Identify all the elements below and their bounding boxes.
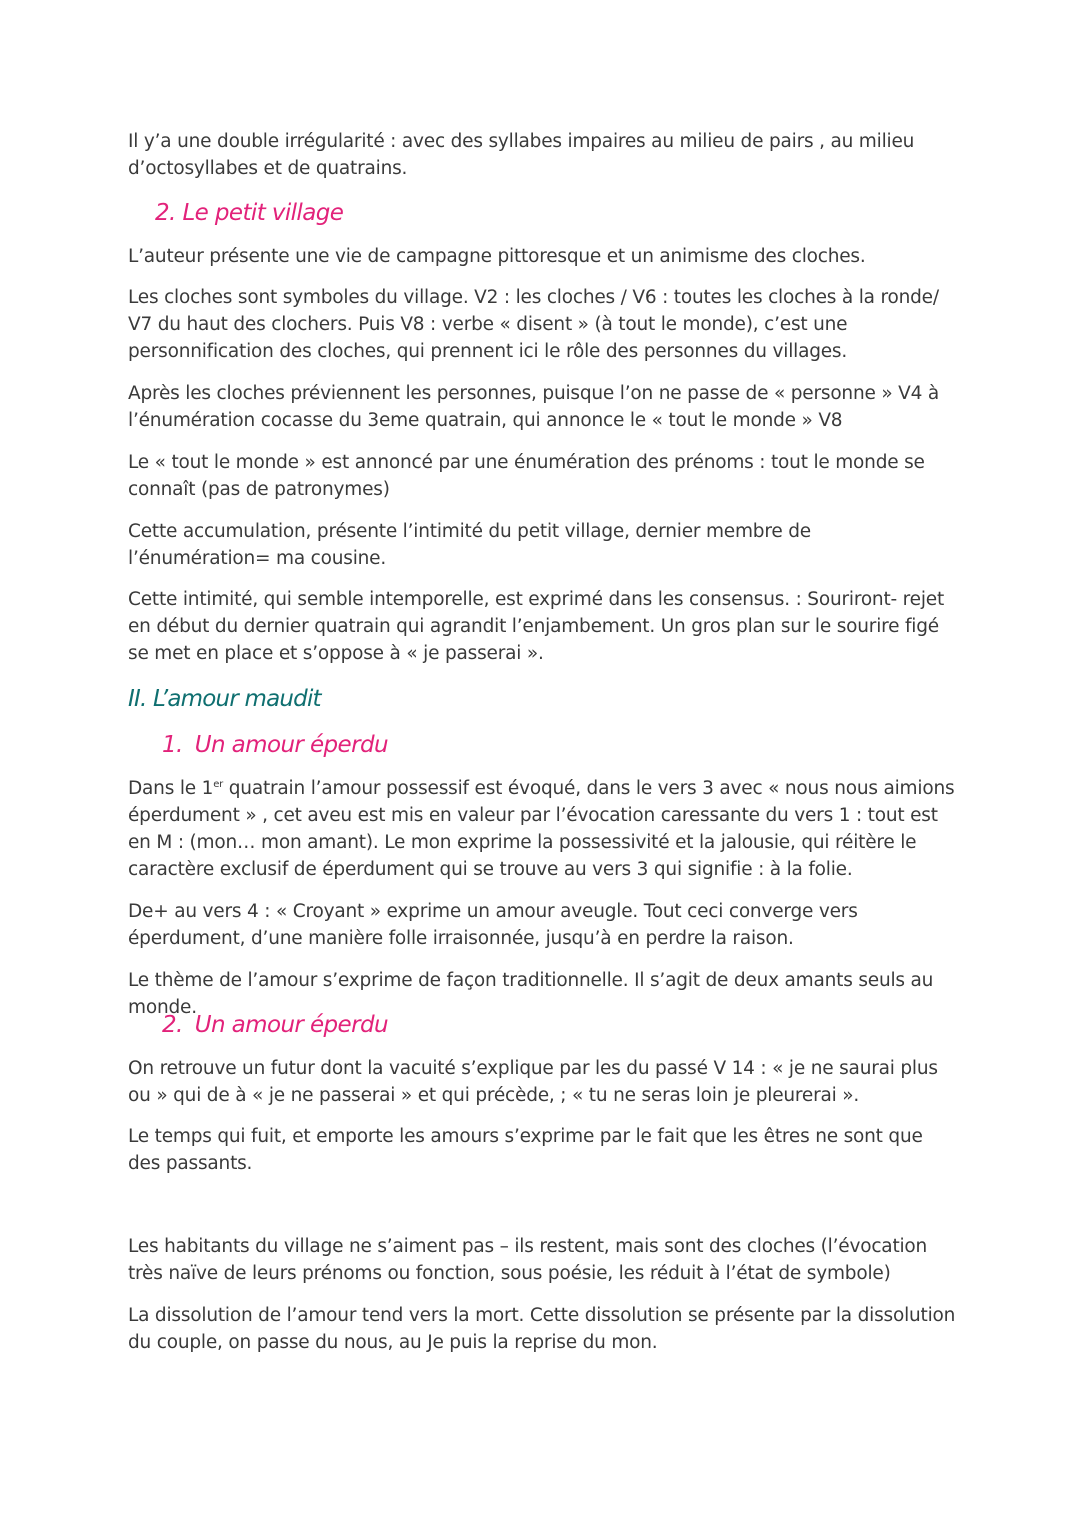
paragraph-intimite: Cette intimité, qui semble intemporelle, est exprimé dans les consensus. : Souriront- rejet en début du dernier quatrain qui agrandit l’enjambement. Un gros plan sur le sourire figé se met en place et s’oppose à « je passerai ». [128,589,945,664]
paragraph-amour-possessif [128,775,958,883]
paragraph-text-start: Dans le 1 [128,778,214,799]
heading-number: 2. [162,1012,183,1038]
paragraph-cloches-previennent: Après les cloches préviennent les personnes, puisque l’on ne passe de « personne » V4 à l’énumération cocasse du 3eme quatrain, qui annonce le « tout le monde » V8 [128,383,939,431]
paragraph-theme-amour: Le thème de l’amour s’exprime de façon traditionnelle. Il s’agit de deux amants seuls au monde. [128,970,934,1018]
paragraph-futur-vacuite: On retrouve un futur dont la vacuité s’explique par les du passé V 14 : « je ne saurai plus ou » qui de à « je ne passerai » et qui précède, ; « tu ne seras loin je pleurerai ». [128,1058,938,1106]
paragraph-temps-fuit: Le temps qui fuit, et emporte les amours s’exprime par le fait que les êtres ne sont que des passants. [128,1126,923,1174]
paragraph-irregularite: Il y’a une double irrégularité : avec des syllabes impaires au milieu de pairs , au milieu d’octosyllabes et de quatrains. [128,131,915,179]
heading-amour-maudit: II. L’amour maudit [128,686,321,712]
heading-amour-perdu [162,1010,388,1040]
paragraph-accumulation: Cette accumulation, présente l’intimité du petit village, dernier membre de l’énumération= ma cousine. [128,521,811,569]
paragraph-tout-le-monde: Le « tout le monde » est annoncé par une énumération des prénoms : tout le monde se connaît (pas de patronymes) [128,452,925,500]
heading-number: 1. [162,732,183,758]
superscript-er: er [213,778,224,790]
paragraph-dissolution: La dissolution de l’amour tend vers la mort. Cette dissolution se présente par la dissolution du couple, on passe du nous, au Je puis la reprise du mon. [128,1305,956,1353]
heading-petit-village: 2. Le petit village [155,200,344,226]
paragraph-text-rest: quatrain l’amour possessif est évoqué, dans le vers 3 avec « nous nous aimions éperdument » , cet aveu est mis en valeur par l’évocation caressante du vers 1 : tout est en M : (mon… mon amant). Le mon exprime la possessivité et la jalousie, qui réitère le caractère exclusif de éperdument qui se trouve au vers 3 qui signifie : à la folie. [128,778,955,880]
heading-label: Un amour éperdu [194,732,388,758]
paragraph-habitants-village: Les habitants du village ne s’aiment pas – ils restent, mais sont des cloches (l’évocation très naïve de leurs prénoms ou fonction, sous poésie, les réduit à l’état de symbole) [128,1236,928,1284]
paragraph-cloches-symboles: Les cloches sont symboles du village. V2 : les cloches / V6 : toutes les cloches à la ronde/ V7 du haut des clochers. Puis V8 : verbe « disent » (à tout le monde), c’est une personnification des cloches, qui prennent ici le rôle des personnes du villages. [128,287,939,362]
heading-label: Un amour éperdu [194,1012,388,1038]
paragraph-vie-campagne: L’auteur présente une vie de campagne pittoresque et un animisme des cloches. [128,246,866,267]
paragraph-croyant: De+ au vers 4 : « Croyant » exprime un amour aveugle. Tout ceci converge vers éperdument, d’une manière folle irraisonnée, jusqu’à en perdre la raison. [128,901,858,949]
heading-amour-eperdu [162,730,388,760]
